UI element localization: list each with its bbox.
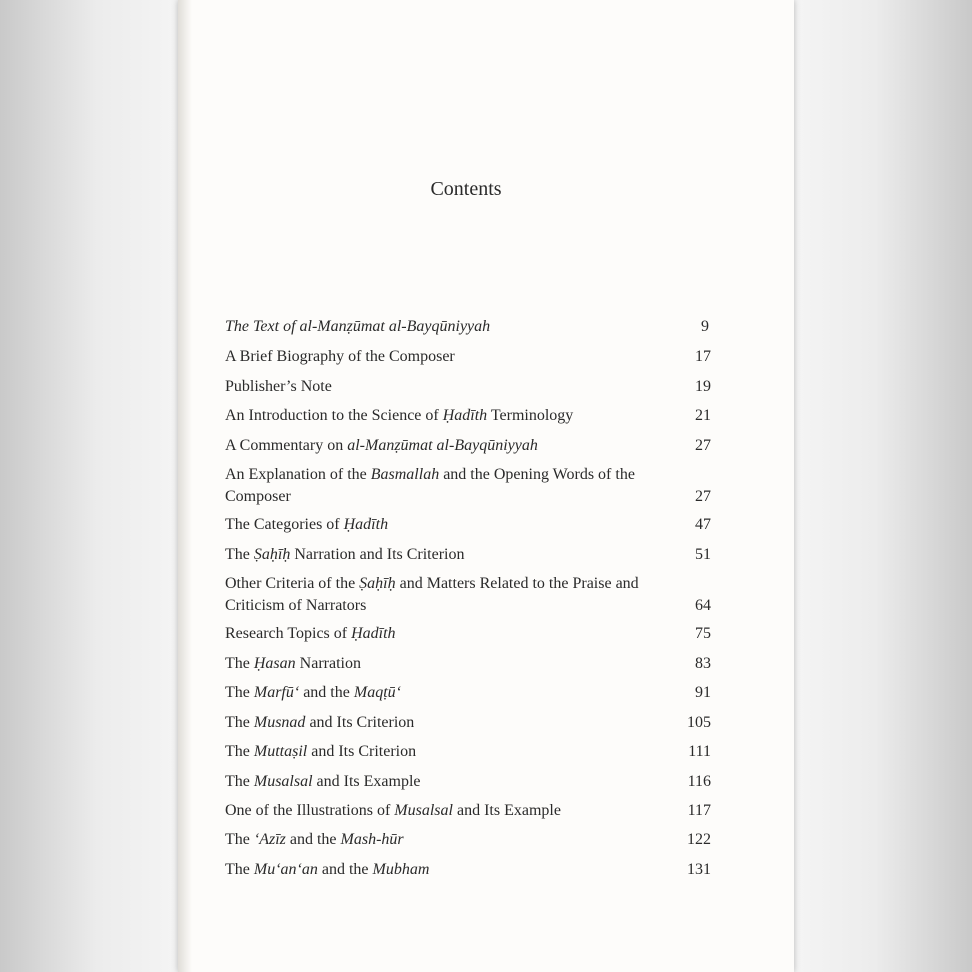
toc-entry-page-number: 105 [687, 714, 711, 731]
toc-entry-title-italic: Ḥasan [253, 655, 296, 672]
toc-entry [225, 346, 711, 368]
toc-entry-page-number: 27 [695, 488, 711, 505]
toc-entry [225, 829, 711, 851]
toc-entry-title [225, 435, 670, 457]
toc-entry-title-text: The [225, 684, 254, 701]
toc-entry-title-text: and the [299, 684, 354, 701]
toc-entry-title-italic: Mubham [372, 861, 430, 878]
toc-entry-title-text: The [225, 546, 254, 563]
toc-entry-title [225, 829, 670, 851]
toc-entry-title-text: Terminology [487, 407, 574, 424]
toc-entry-title-text: and Matters Related to the Praise and Criticism of Narrators [225, 575, 639, 614]
toc-entry-title-text: and the [285, 831, 341, 848]
toc-entry-page-number: 111 [688, 743, 711, 760]
toc-entry-title-text: Narration and Its Criterion [290, 546, 465, 563]
toc-entry-page-number: 27 [695, 437, 711, 454]
page-title: Contents [430, 178, 502, 200]
toc-entry-page-number: 9 [701, 318, 709, 335]
toc-entry-page-number: 17 [695, 348, 711, 365]
toc-entry-title-italic: The Text of al-Manẓūmat al-Bayqūniyyah [225, 318, 491, 335]
toc-entry-title [225, 741, 670, 763]
toc-entry [225, 376, 711, 398]
toc-entry-title-italic: Musalsal [253, 773, 313, 790]
toc-entry-title-text: Narration [295, 655, 361, 672]
toc-entry-title-text: and Its Criterion [305, 714, 415, 731]
toc-entry-title [225, 712, 670, 734]
toc-entry-page-number: 91 [695, 684, 711, 701]
toc-entry-title-text: The Categories of [225, 516, 344, 533]
toc-entry-page-number: 83 [695, 655, 711, 672]
toc-entry-title [225, 573, 670, 617]
toc-entry-title-text: A Brief Biography of the Composer [225, 348, 455, 365]
toc-entry-title-italic: Maqṭū‘ [353, 684, 401, 701]
toc-entry [225, 464, 711, 508]
toc-entry-title [225, 771, 670, 793]
toc-entry-title-italic: Ḥadīth [343, 516, 389, 533]
toc-entry [225, 573, 711, 617]
toc-entry-title-text: An Introduction to the Science of [225, 407, 443, 424]
toc-entry-title-text: The [225, 831, 254, 848]
toc-entry-title-text: The [225, 773, 254, 790]
toc-entry-title-italic: Ṣaḥīḥ [253, 546, 291, 563]
toc-entry-title-text: and Its Example [452, 802, 561, 819]
toc-entry [225, 623, 711, 645]
toc-entry [225, 771, 711, 793]
toc-entry-page-number: 47 [695, 516, 711, 533]
toc-entry-title [225, 514, 670, 536]
toc-entry [225, 859, 711, 881]
toc-entry [225, 316, 711, 338]
toc-entry-title-italic: Ṣaḥīḥ [359, 575, 396, 592]
toc-entry [225, 741, 711, 763]
toc-entry-title-text: The [225, 655, 254, 672]
toc-entry-title-italic: Muttaṣil [253, 743, 308, 760]
toc-entry [225, 544, 711, 566]
toc-entry-page-number: 75 [695, 625, 711, 642]
toc-entry [225, 514, 711, 536]
toc-entry [225, 712, 711, 734]
toc-entry-title [225, 800, 670, 822]
toc-entry-title-text: One of the Illustrations of [225, 802, 395, 819]
toc-entry-page-number: 21 [695, 407, 711, 424]
toc-entry-title [225, 316, 670, 338]
toc-entry-title [225, 544, 670, 566]
toc-entry-title [225, 405, 670, 427]
toc-entry-title-italic: Mash-hūr [340, 831, 404, 848]
toc-entry-title-text: Other Criteria of the [225, 575, 360, 592]
toc-entry-title-italic: Mu‘an‘an [253, 861, 318, 878]
toc-entry-page-number: 122 [687, 831, 711, 848]
toc-entry-title-text: The [225, 714, 254, 731]
toc-entry-title-text: The [225, 861, 254, 878]
toc-entry-title-italic: Ḥadīth [442, 407, 488, 424]
toc-entry-title [225, 376, 670, 398]
toc-entry-title-text: Research Topics of [225, 625, 352, 642]
toc-entry-title [225, 653, 670, 675]
toc-entry-title-text: and the [317, 861, 373, 878]
toc-entry-title-italic: al-Manẓūmat al-Bayqūniyyah [347, 437, 538, 454]
toc-entry-title-italic: ‘Azīz [253, 831, 286, 848]
toc-entry-title-text: and Its Criterion [307, 743, 417, 760]
toc-entry-title-text: The [225, 743, 254, 760]
toc-entry-page-number: 116 [687, 773, 711, 790]
toc-entry-title [225, 682, 670, 704]
toc-entry-page-number: 117 [687, 802, 711, 819]
toc-entry-title-italic: Basmallah [370, 466, 440, 483]
toc-entry-title-text: and the Opening Words of the Composer [225, 466, 635, 505]
toc-entry-title-text: A Commentary on [225, 437, 348, 454]
toc-entry [225, 405, 711, 427]
toc-entry-page-number: 19 [695, 378, 711, 395]
toc-entry-title-text: Publisher’s Note [225, 378, 332, 395]
book-page [178, 0, 794, 972]
toc-entry-title-text: An Explanation of the [225, 466, 371, 483]
toc-entry-title [225, 859, 670, 881]
toc-entry-page-number: 131 [687, 861, 711, 878]
toc-entry-title-italic: Ḥadīth [351, 625, 396, 642]
toc-entry-title [225, 623, 670, 645]
toc-entry-page-number: 64 [695, 597, 711, 614]
toc-entry-title-text: and Its Example [312, 773, 421, 790]
toc-entry-title [225, 464, 670, 508]
toc-entry [225, 682, 711, 704]
toc-entry-title-italic: Marfū‘ [253, 684, 300, 701]
toc-entry-title [225, 346, 670, 368]
toc-entry-page-number: 51 [695, 546, 711, 563]
toc-entry [225, 800, 711, 822]
toc-entry-title-italic: Musalsal [394, 802, 453, 819]
toc-entry [225, 435, 711, 457]
toc-entry-title-italic: Musnad [253, 714, 306, 731]
toc-entry [225, 653, 711, 675]
